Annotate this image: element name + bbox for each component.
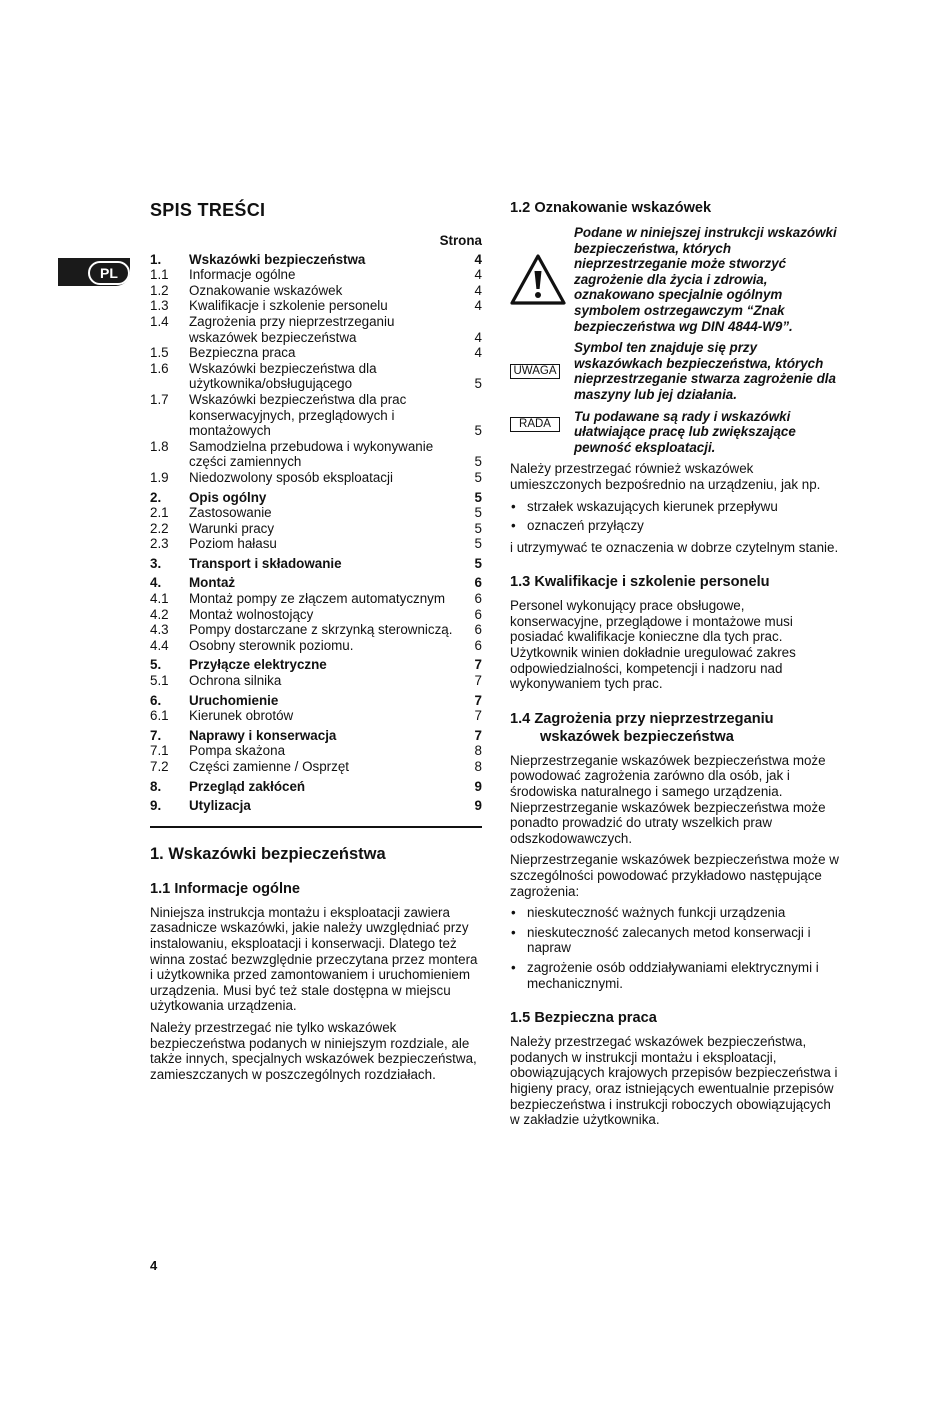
toc-entry (150, 505, 482, 521)
toc-entry (150, 283, 482, 299)
toc-entry-number: 1.7 (150, 391, 169, 407)
toc-entry (150, 779, 482, 795)
toc-entry-number: 1.6 (150, 360, 169, 376)
toc-entry (150, 657, 482, 673)
hazards-list (510, 905, 840, 991)
toc-entry-page: 6 (474, 575, 482, 591)
section-1-5-paragraph: Należy przestrzegać wskazówek bezpieczeństwa, podanych w instrukcji montażu i eksploatacji, obowiązujących krajowych przepisów bezpieczeństwa i higieny pracy, oraz istniejących ewentualnie przepisów bezpieczeństwa i instrukcji roboczych obowiązujących w zakładzie użytkownika. (510, 1034, 838, 1128)
toc-entry-label: Kierunek obrotów (189, 708, 294, 724)
toc-entry-label: Montaż wolnostojący (189, 606, 314, 622)
toc-entry-label: Zastosowanie (189, 505, 272, 521)
toc-entry (150, 798, 482, 814)
list-item: • oznaczeń przyłączy (510, 518, 840, 534)
toc-entry (150, 556, 482, 572)
toc-entry-number: 1.4 (150, 313, 169, 329)
page-number: 4 (150, 1258, 158, 1273)
toc-entry-number: 4.2 (150, 606, 169, 622)
toc-entry (150, 708, 482, 724)
section-1-3-title: 1.3 Kwalifikacje i szkolenie personelu (510, 574, 770, 591)
toc-entry-number: 4.3 (150, 622, 169, 638)
toc-entry (150, 575, 482, 591)
toc-entry-number: 5. (150, 657, 162, 673)
toc-entry-label: Montaż pompy ze złączem automatycznym (189, 591, 446, 607)
markings-list (510, 499, 840, 534)
toc-entry-page: 7 (474, 692, 482, 708)
toc-entry-label: Montaż (189, 575, 236, 591)
toc-entry-page: 7 (474, 657, 482, 673)
toc-entry-page: 4 (474, 329, 482, 345)
toc-entry-number: 2.1 (150, 505, 169, 521)
toc-entry-label: Warunki pracy (189, 520, 275, 536)
toc-entry-label: Poziom hałasu (189, 536, 277, 552)
rada-notice (510, 409, 840, 456)
toc-entry (150, 267, 482, 283)
toc-entry-label: Części zamienne / Osprzęt (189, 759, 350, 774)
toc-entry-number: 1.8 (150, 438, 169, 454)
toc-entry (150, 470, 482, 486)
rada-text: Tu podawane są rady i wskazówki ułatwiające pracę lub zwiększające pewność eksploatacji. (574, 408, 796, 455)
list-item: • zagrożenie osób oddziaływaniami elektrycznymi i mechanicznymi. (510, 960, 840, 991)
toc-entry (150, 607, 482, 623)
toc-entry-number: 4.1 (150, 591, 169, 607)
toc-entry-page: 7 (474, 673, 482, 689)
toc-entry-page: 5 (474, 469, 482, 485)
toc-entry-page: 4 (474, 282, 482, 298)
toc-entry-label: Bezpieczna praca (189, 345, 296, 361)
toc-entry-number: 4. (150, 575, 162, 591)
toc-entry-label: Opis ogólny (189, 489, 267, 505)
section-1-4-title (510, 710, 840, 746)
section-1-title: 1. Wskazówki bezpieczeństwa (150, 844, 386, 863)
toc-entry-number: 4.4 (150, 637, 169, 653)
section-1-5-title: 1.5 Bezpieczna praca (510, 1010, 657, 1027)
toc-entry-label: Wskazówki bezpieczeństwa dla użytkownika/obsługującego (189, 360, 377, 392)
rada-symbol (510, 409, 574, 456)
toc-entry (150, 728, 482, 744)
toc-entry-label: Zagrożenia przy nieprzestrzeganiu wskazówek bezpieczeństwa (189, 313, 395, 345)
right-column (510, 199, 840, 1134)
warning-text: Podane w niniejszej instrukcji wskazówki bezpieczeństwa, których nieprzestrzeganie może stworzyć zagrożenie dla życia i zdrowia, oznakowano specjalnie ogólnym symbolem ostrzegawczym “Znak bezpieczeństwa wg DIN 4844-W9”. (574, 225, 837, 334)
toc-entry-number: 1. (150, 251, 162, 267)
toc-entry-number: 1.1 (150, 267, 169, 283)
section-1-4-title-line1: 1.4 Zagrożenia przy nieprzestrzeganiu (510, 710, 774, 727)
toc-entry-label: Pompy dostarczane z skrzynką sterowniczą. (189, 622, 453, 638)
warning-notice (510, 225, 840, 334)
toc-entry-number: 3. (150, 555, 162, 571)
toc-entry-page: 5 (474, 489, 482, 505)
toc-entry (150, 298, 482, 314)
toc-entry-label: Przegląd zakłóceń (189, 778, 306, 794)
toc-entry-number: 7. (150, 727, 162, 743)
toc-entry-label: Pompa skażona (189, 743, 286, 759)
toc-entry-label: Samodzielna przebudowa i wykonywanie części zamiennych (189, 438, 434, 470)
language-tab (58, 258, 130, 286)
section-1-2-paragraph: Należy przestrzegać również wskazówek umieszczonych bezpośrednio na urządzeniu, jak np. (510, 461, 821, 492)
toc-entry (150, 252, 482, 268)
uwaga-notice (510, 340, 840, 402)
toc-entry-page: 6 (474, 591, 482, 607)
toc-entry (150, 361, 482, 392)
toc-entry-number: 9. (150, 798, 162, 814)
toc-entry-number: 7.1 (150, 743, 169, 759)
toc-entry-page: 8 (474, 743, 482, 759)
toc-entry-label: Wskazówki bezpieczeństwa dla prac konserwacyjnych, przeglądowych i montażowych (189, 391, 407, 439)
toc-entry (150, 673, 482, 689)
section-1-4-title-line2: wskazówek bezpieczeństwa (540, 728, 734, 745)
section-1-2-paragraph: i utrzymywać te oznaczenia w dobrze czytelnym stanie. (510, 539, 839, 555)
uwaga-text: Symbol ten znajduje się przy wskazówkach bezpieczeństwa, których nieprzestrzeganie stwarza zagrożenie dla maszyny lub jej działania. (574, 340, 836, 402)
toc-entry-page: 5 (474, 376, 482, 392)
warning-triangle-icon (510, 253, 566, 307)
toc-entry-page: 9 (474, 798, 482, 814)
toc-title: SPIS TREŚCI (150, 200, 266, 220)
toc-entry-page: 5 (474, 454, 482, 470)
list-item: • nieskuteczność ważnych funkcji urządzenia (510, 905, 840, 921)
toc-entry (150, 693, 482, 709)
toc-entry-page: 7 (474, 708, 482, 724)
toc-entry (150, 759, 482, 775)
toc-entry (150, 743, 482, 759)
toc-entry-number: 1.2 (150, 282, 169, 298)
section-1-4-paragraph: Nieprzestrzeganie wskazówek bezpieczeństwa może powodować zagrożenia zarówno dla osób, jak i środowiska naturalnego i samego urządzenia. Nieprzestrzeganie wskazówek bezpieczeństwa może ponadto prowadzić do utraty wszelkich praw odszkodowawczych. (510, 752, 826, 846)
toc-entry-number: 2. (150, 489, 162, 505)
table-of-contents (150, 252, 482, 814)
toc-entry (150, 490, 482, 506)
toc-entry-page: 6 (474, 622, 482, 638)
toc-entry (150, 591, 482, 607)
section-divider (150, 826, 482, 828)
list-item: • nieskuteczność zalecanych metod konserwacji i napraw (510, 925, 840, 956)
toc-entry (150, 439, 482, 470)
toc-entry-label: Ochrona silnika (189, 673, 282, 689)
section-1-4-paragraph: Nieprzestrzeganie wskazówek bezpieczeństwa może w szczególności powodować przykładowo następujące zagrożenia: (510, 852, 839, 899)
toc-entry-page: 5 (474, 555, 482, 571)
toc-entry-number: 1.5 (150, 345, 169, 361)
toc-entry-label: Przyłącze elektryczne (189, 657, 327, 673)
toc-entry-label: Osobny sterownik poziomu. (189, 637, 354, 653)
toc-entry-label: Wskazówki bezpieczeństwa (189, 251, 366, 267)
toc-entry-page: 5 (474, 505, 482, 521)
toc-entry-label: Utylizacja (189, 798, 251, 814)
uwaga-label: UWAGA (510, 364, 560, 379)
toc-entry-page: 5 (474, 520, 482, 536)
toc-entry-page: 5 (474, 423, 482, 439)
toc-entry-number: 6.1 (150, 708, 169, 724)
uwaga-symbol (510, 340, 574, 402)
section-1-2-title: 1.2 Oznakowanie wskazówek (510, 200, 712, 216)
section-1-1-title: 1.1 Informacje ogólne (150, 880, 301, 897)
toc-entry-page: 4 (474, 345, 482, 361)
toc-entry-number: 1.3 (150, 298, 169, 314)
toc-entry-number: 1.9 (150, 469, 169, 485)
toc-entry-label: Naprawy i konserwacja (189, 727, 337, 743)
section-1-3-paragraph: Personel wykonujący prace obsługowe, konserwacyjne, przeglądowe i montażowe musi posiadać kwalifikacje konieczne dla tych prac. Użytkownik winien dokładnie uregulować zakres odpowiedzialności, kompetencji i nadzoru nad wykonywaniem tych prac. (510, 598, 796, 692)
section-1-1-paragraph: Niniejsza instrukcja montażu i eksploatacji zawiera zasadnicze wskazówki, jakie należy uwzględniać przy instalowaniu, eksploatacji i konserwacji. Dlatego też winna zostać bezwzględnie przeczytana przez montera i użytkownika przed zamontowaniem i uruchomieniem urządzenia. Musi być też stale dostępna w miejscu użytkowania urządzenia. (150, 904, 478, 1014)
toc-entry (150, 521, 482, 537)
toc-entry-number: 6. (150, 692, 162, 708)
toc-entry-page: 6 (474, 606, 482, 622)
toc-entry-page: 9 (474, 778, 482, 794)
toc-entry-label: Informacje ogólne (189, 267, 296, 283)
toc-entry-page: 4 (474, 298, 482, 314)
toc-page-header: Strona (439, 233, 482, 248)
toc-entry-page: 8 (474, 759, 482, 774)
toc-entry-label: Niedozwolony sposób eksploatacji (189, 469, 393, 485)
toc-entry (150, 638, 482, 654)
toc-entry-page: 5 (474, 536, 482, 552)
toc-entry-number: 2.3 (150, 536, 169, 552)
toc-entry-number: 8. (150, 778, 162, 794)
toc-entry (150, 622, 482, 638)
toc-entry-number: 2.2 (150, 520, 169, 536)
toc-entry-page: 4 (474, 267, 482, 283)
toc-entry-label: Oznakowanie wskazówek (189, 282, 343, 298)
rada-label: RADA (510, 417, 560, 432)
toc-entry (150, 536, 482, 552)
toc-entry (150, 345, 482, 361)
list-item: • strzałek wskazujących kierunek przepływu (510, 499, 840, 515)
toc-entry-page: 4 (474, 251, 482, 267)
toc-entry (150, 314, 482, 345)
toc-entry-page: 6 (474, 637, 482, 653)
section-1-1-paragraph: Należy przestrzegać nie tylko wskazówek bezpieczeństwa podanych w niniejszym rozdziale, ale także innych, specjalnych wskazówek bezpieczeństwa, zamieszczanych w poszczególnych rozdziałach. (150, 1019, 477, 1082)
toc-entry-label: Transport i składowanie (189, 555, 342, 571)
warning-symbol (510, 225, 574, 334)
toc-entry-number: 5.1 (150, 673, 169, 689)
language-code: PL (88, 261, 130, 285)
toc-entry-label: Kwalifikacje i szkolenie personelu (189, 298, 388, 314)
toc-entry-number: 7.2 (150, 759, 169, 774)
toc-entry (150, 392, 482, 439)
toc-entry-page: 7 (474, 727, 482, 743)
toc-entry-label: Uruchomienie (189, 692, 279, 708)
left-column (150, 199, 482, 1088)
